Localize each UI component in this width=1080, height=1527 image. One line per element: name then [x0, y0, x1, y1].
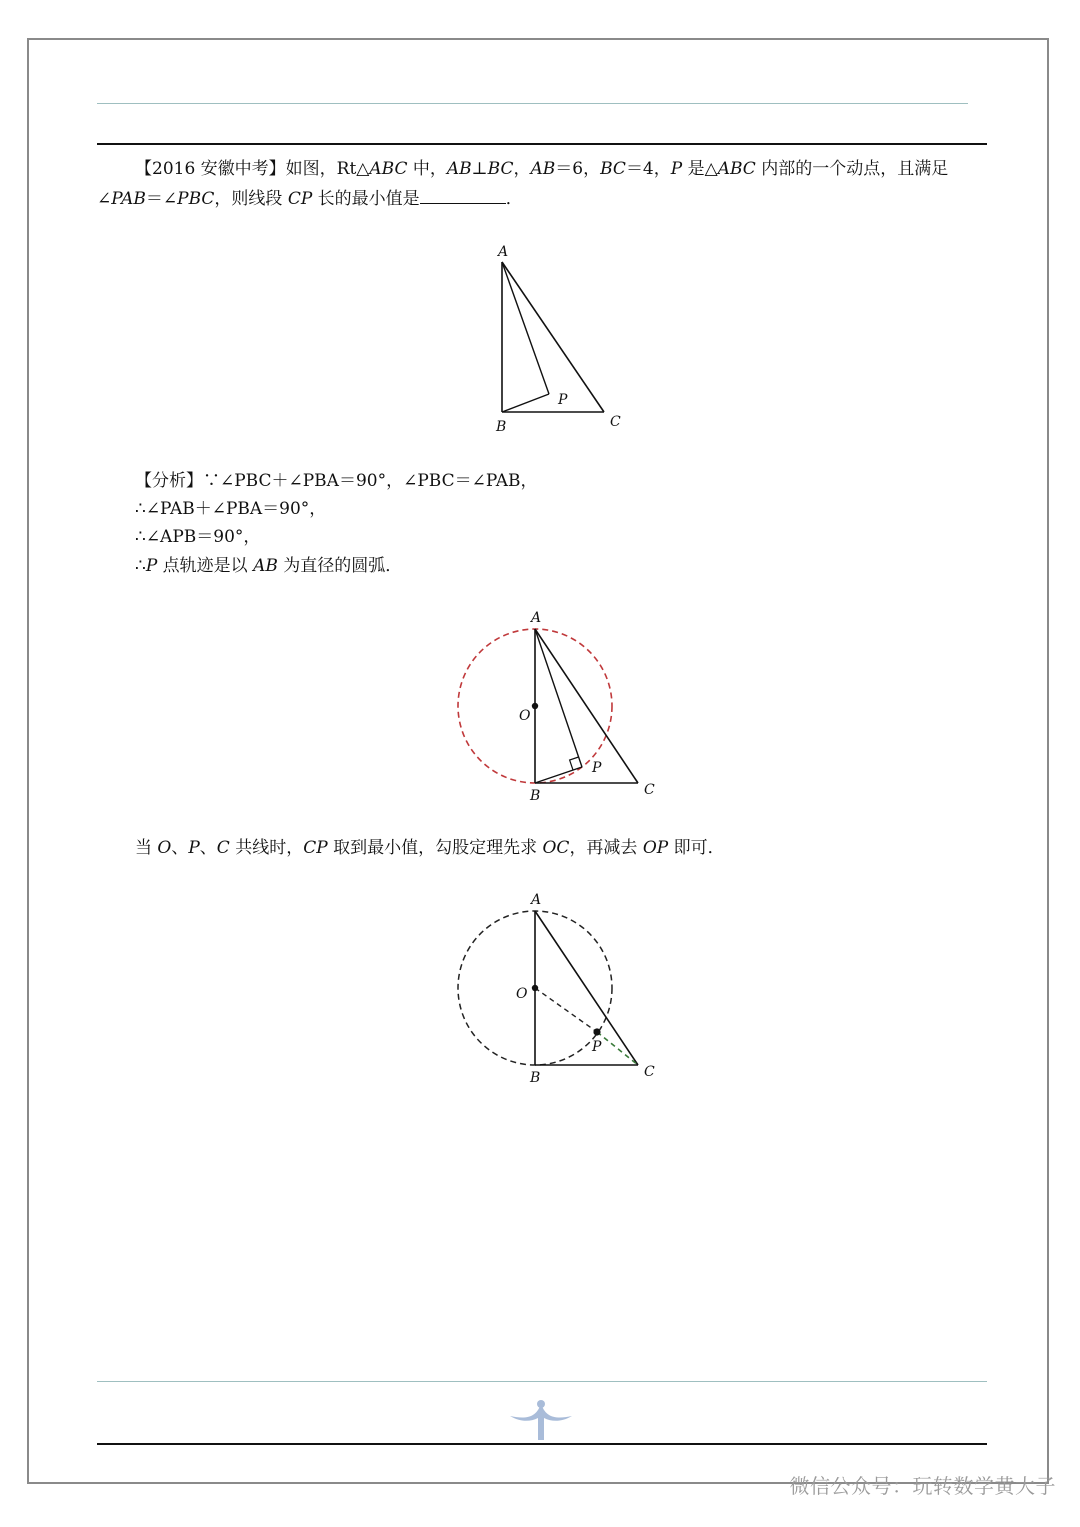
analysis-line-1: 【分析】∵∠PBC＋∠PBA＝90°，∠PBC＝∠PAB， — [135, 471, 538, 491]
fig1-label-a: A — [498, 244, 509, 260]
header-rule-black — [97, 143, 987, 145]
figure-3-minimum-cp — [440, 886, 670, 1092]
footer-logo-icon — [506, 1398, 576, 1444]
answer-blank — [420, 185, 506, 204]
fig1-segment-ap — [502, 262, 549, 394]
fig3-segment-pc — [597, 1032, 638, 1065]
fig3-point-o — [532, 985, 538, 991]
fig3-segment-op — [535, 988, 597, 1032]
footer-rule-teal — [97, 1381, 987, 1382]
analysis-line-2: ∴∠PAB＋∠PBA＝90°， — [135, 499, 327, 519]
figure-2-circle-locus — [440, 604, 670, 804]
fig2-label-a: A — [531, 610, 542, 626]
problem-line-2: ∠PAB＝∠PBC，则线段 CP 长的最小值是 ． — [97, 184, 523, 214]
fig1-segment-bp — [502, 394, 549, 412]
fig3-label-p: P — [592, 1039, 602, 1055]
source-tag: 【2016 安徽中考】 — [135, 159, 286, 179]
fig1-label-b: B — [496, 419, 507, 435]
fig2-segment-ap — [535, 629, 582, 767]
header-rule-teal — [97, 103, 968, 104]
analysis-line-3: ∴∠APB＝90°， — [135, 527, 261, 547]
fig1-label-p: P — [558, 392, 568, 408]
fig3-point-p — [593, 1028, 600, 1035]
analysis-label: 【分析】 — [135, 471, 203, 491]
problem-line-1: 【2016 安徽中考】如图，Rt△ABC 中，AB⊥BC，AB＝6，BC＝4，P 是△ABC 内部的一个动点，且满足 — [135, 159, 949, 179]
fig2-side-ac — [535, 629, 638, 783]
fig2-label-b: B — [530, 788, 541, 804]
figure-1-triangle — [480, 236, 640, 436]
fig3-side-ac — [535, 911, 638, 1065]
analysis-line-4: ∴P 点轨迹是以 AB 为直径的圆弧． — [135, 556, 403, 576]
fig3-label-b: B — [530, 1070, 541, 1086]
fig3-label-c: C — [644, 1064, 655, 1080]
fig1-label-c: C — [610, 414, 621, 430]
fig3-label-o: O — [516, 986, 528, 1002]
fig1-side-ac — [502, 262, 604, 412]
fig2-label-c: C — [644, 782, 655, 798]
conclusion-line: 当 O、P、C 共线时，CP 取到最小值，勾股定理先求 OC，再减去 OP 即可． — [135, 838, 725, 858]
fig2-point-o — [532, 703, 538, 709]
fig2-segment-bp — [535, 767, 582, 783]
fig3-label-a: A — [531, 892, 542, 908]
fig2-label-o: O — [519, 708, 531, 724]
footer-rule-black — [97, 1443, 987, 1445]
fig2-label-p: P — [592, 760, 602, 776]
watermark: 微信公众号：玩转数学黄大子 — [789, 1474, 1056, 1498]
